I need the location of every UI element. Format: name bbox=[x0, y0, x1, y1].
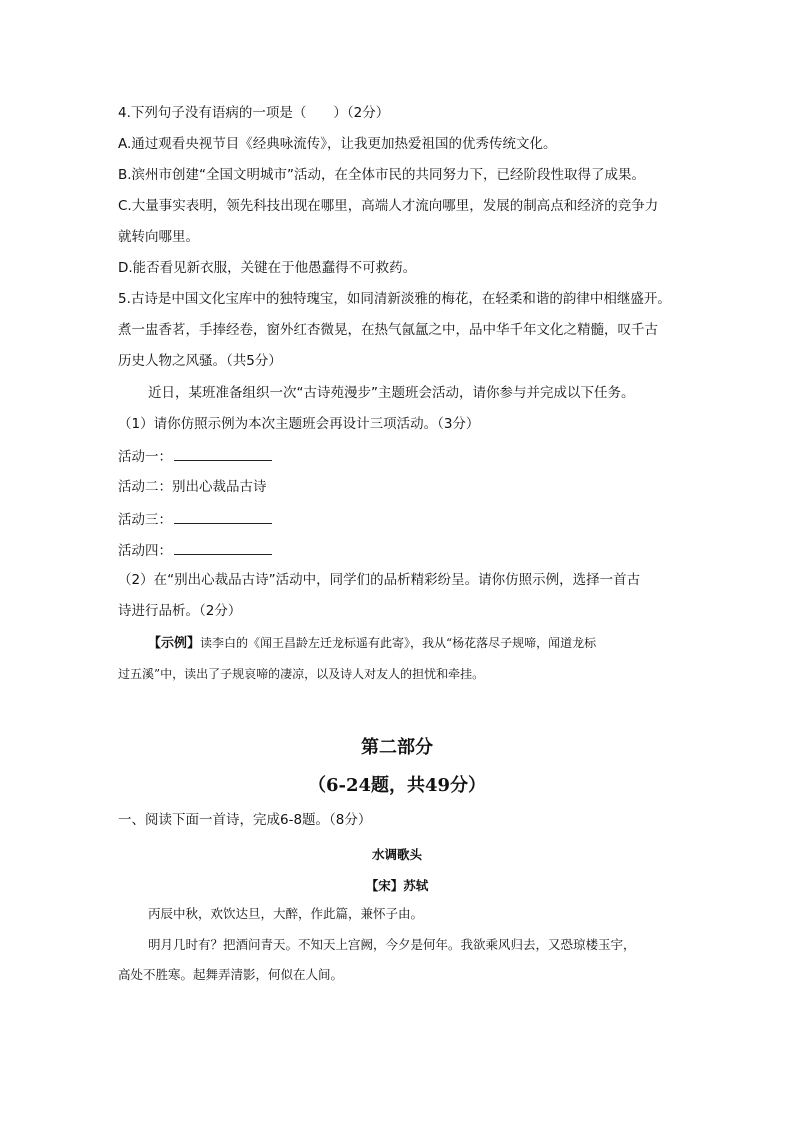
q4-option-a: A.通过观看央视节目《经典咏流传》，让我更加热爱祖国的优秀传统文化。 bbox=[118, 136, 557, 152]
activity-3-label: 活动三： bbox=[118, 512, 172, 528]
q4-stem: 4.下列句子没有语病的一项是（ ）（2分） bbox=[118, 105, 390, 121]
activity-2-label: 活动二： bbox=[118, 479, 172, 495]
q5-sub2-line-2: 诗进行品析。（2分） bbox=[118, 603, 242, 619]
part-two-title: 第二部分 bbox=[361, 737, 433, 758]
q5-intro-line-3: 历史人物之风骚。（共5分） bbox=[118, 353, 282, 369]
part-two-range: （6-24题，共49分） bbox=[307, 775, 487, 796]
activity-3-blank[interactable] bbox=[174, 510, 272, 524]
poem-author: 【宋】苏轼 bbox=[365, 878, 429, 893]
poem-line-2: 高处不胜寒。起舞弄清影，何似在人间。 bbox=[118, 967, 344, 982]
section-one-instruction: 一、阅读下面一首诗，完成6-8题。（8分） bbox=[118, 812, 372, 828]
poem-line-1: 明月几时有？把酒问青天。不知天上宫阙，今夕是何年。我欲乘风归去，又恐琼楼玉宇， bbox=[148, 937, 636, 952]
poem-title: 水调歌头 bbox=[371, 847, 422, 862]
q4-option-c-cont: 就转向哪里。 bbox=[118, 229, 199, 245]
example-tag: 【示例】 bbox=[148, 636, 201, 651]
example-line-2: 过五溪”中，读出了子规哀啼的凄凉，以及诗人对友人的担忧和牵挂。 bbox=[118, 667, 485, 681]
q5-sub1: （1）请你仿照示例为本次主题班会再设计三项活动。（3分） bbox=[118, 416, 480, 432]
activity-1-blank[interactable] bbox=[174, 447, 272, 461]
activity-1-label: 活动一： bbox=[118, 449, 172, 465]
q4-option-d: D.能否看见新衣服，关键在于他愚蠢得不可救药。 bbox=[118, 260, 417, 276]
q5-sub2-line-1: （2）在“别出心裁品古诗”活动中，同学们的品析精彩纷呈。请你仿照示例，选择一首古 bbox=[118, 572, 641, 588]
activity-4-blank[interactable] bbox=[174, 541, 272, 555]
q5-intro-line-1: 5.古诗是中国文化宝库中的独特瑰宝，如同清新淡雅的梅花，在轻柔和谐的韵律中相继盛开。 bbox=[118, 291, 671, 307]
activity-4-label: 活动四： bbox=[118, 543, 172, 559]
activity-4 bbox=[118, 541, 272, 560]
activity-1 bbox=[118, 447, 272, 466]
activity-2-value: 别出心裁品古诗 bbox=[172, 479, 267, 495]
poem-preface: 丙辰中秋，欢饮达旦，大醉，作此篇，兼怀子由。 bbox=[148, 906, 424, 921]
example-line-1 bbox=[148, 634, 596, 653]
activity-2 bbox=[118, 478, 267, 496]
q5-task: 近日，某班准备组织一次“古诗苑漫步”主题班会活动，请你参与并完成以下任务。 bbox=[148, 385, 635, 401]
q4-option-c: C.大量事实表明，领先科技出现在哪里，高端人才流向哪里，发展的制高点和经济的竞争力 bbox=[118, 198, 659, 214]
q4-option-b: B.滨州市创建“全国文明城市”活动，在全体市民的共同努力下，已经阶段性取得了成果。 bbox=[118, 167, 646, 183]
example-text-1: 读李白的《闻王昌龄左迁龙标遥有此寄》，我从“杨花落尽子规啼，闻道龙标 bbox=[200, 636, 597, 650]
q5-intro-line-2: 煮一盅香茗，手捧经卷，窗外红杏微晃，在热气氤氲之中，品中华千年文化之精髓，叹千古 bbox=[118, 322, 658, 338]
activity-3 bbox=[118, 510, 272, 529]
